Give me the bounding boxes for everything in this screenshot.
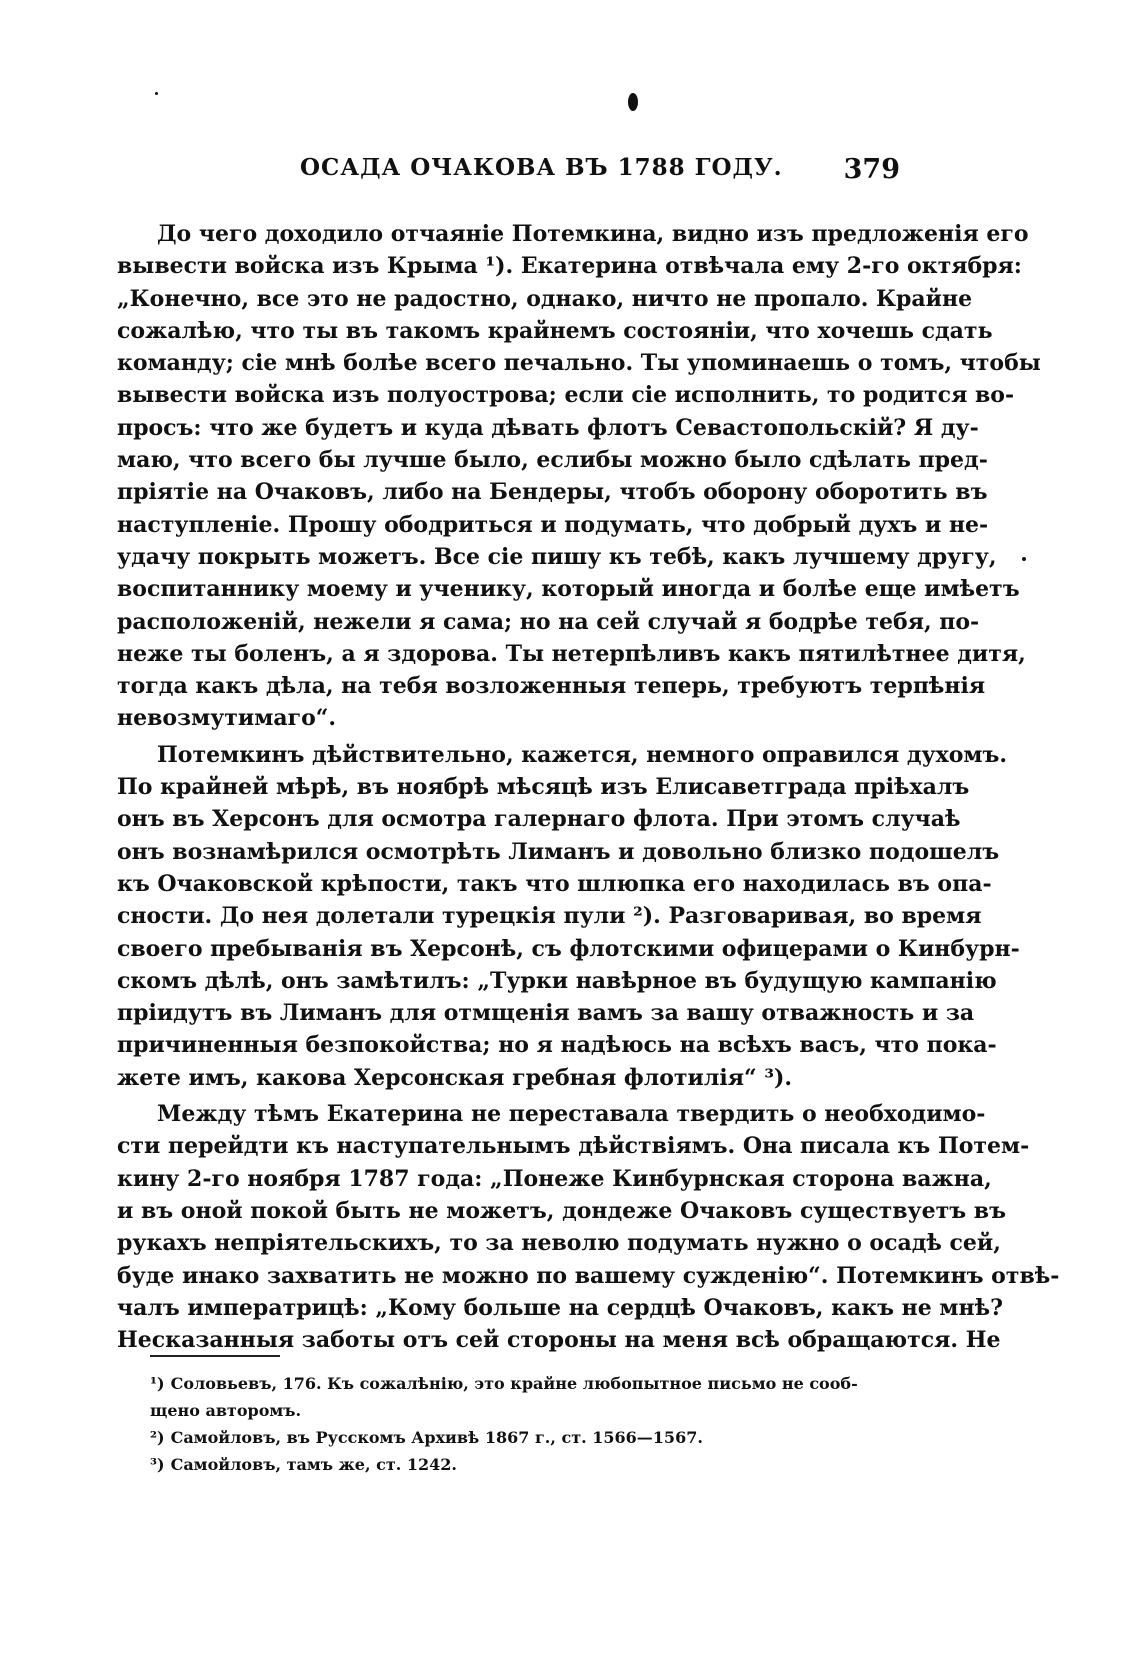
text-line: буде инако захватить не можно по вашему сужденію“. Потемкинъ отвѣ-: [117, 1262, 1060, 1289]
page-header: [300, 154, 900, 194]
page-number: 379: [843, 154, 900, 185]
text-line: расположеній, нежели я сама; но на сей случай я бодрѣе тебя, по-: [117, 608, 980, 635]
text-line: скомъ дѣлѣ, онъ замѣтилъ: „Турки навѣрное въ будущую кампанію: [117, 967, 997, 994]
text-line: вывести войска изъ Крыма ¹). Екатерина отвѣчала ему 2-го октября:: [117, 253, 1022, 280]
footnote-text: Самойловъ, тамъ же, ст. 1242.: [170, 1455, 457, 1474]
footnote-text: Самойловъ, въ Русскомъ Архивѣ 1867 г., ст. 1566—1567.: [170, 1428, 703, 1447]
text-line: къ Очаковской крѣпости, такъ что шлюпка его находилась въ опа-: [117, 870, 992, 897]
text-line: чалъ императрицѣ: „Кому больше на сердцѣ Очаковъ, какъ не мнѣ?: [117, 1294, 1003, 1321]
text-line: рукахъ непріятельскихъ, то за неволю подумать нужно о осадѣ сей,: [117, 1230, 1001, 1257]
footnote-rule: [150, 1355, 280, 1357]
text-line: Несказанныя заботы отъ сей стороны на меня всѣ обращаются. Не: [117, 1327, 1001, 1354]
text-line: Потемкинъ дѣйствительно, кажется, немного оправился духомъ.: [157, 741, 1008, 768]
text-line: онъ въ Херсонъ для осмотра галернаго флота. При этомъ случаѣ: [117, 806, 961, 833]
ink-speck: [628, 93, 638, 111]
text-line: „Конечно, все это не радостно, однако, ничто не пропало. Крайне: [117, 285, 973, 312]
text-line: маю, что всего бы лучше было, еслибы можно было сдѣлать пред-: [117, 447, 988, 474]
text-line: тогда какъ дѣла, на тебя возложенныя теперь, требуютъ терпѣнія: [117, 673, 986, 700]
text-line: воспитаннику моему и ученику, который иногда и болѣе еще имѣетъ: [117, 576, 1020, 603]
footnote-text: Соловьевъ, 176. Къ сожалѣнію, это крайне любопытное письмо не сооб-: [170, 1374, 858, 1393]
running-title: ОСАДА ОЧАКОВА ВЪ 1788 ГОДУ.: [300, 154, 783, 181]
text-line: онъ вознамѣрился осмотрѣть Лиманъ и довольно близко подошелъ: [117, 838, 1000, 865]
ink-speck: [155, 92, 158, 95]
text-line: причиненныя безпокойства; но я надѣюсь на всѣхъ васъ, что пока-: [117, 1032, 997, 1059]
footnote-mark: ²): [150, 1428, 165, 1447]
footnote: [150, 1451, 910, 1478]
text-line: команду; сіе мнѣ болѣе всего печально. Ты упоминаешь о томъ, чтобы: [117, 350, 1041, 377]
text-line: До чего доходило отчаяніе Потемкина, видно изъ предложенія его: [157, 221, 1029, 247]
footnote: [150, 1370, 910, 1424]
paragraph: [117, 1098, 1060, 1356]
text-line: просъ: что же будетъ и куда дѣвать флотъ Севастопольскій? Я ду-: [117, 414, 979, 441]
footnote-continuation: щено авторомъ.: [150, 1401, 302, 1420]
text-line: пріятіе на Очаковъ, либо на Бендеры, чтобъ оборону оборотить въ: [117, 479, 988, 506]
paragraph: [117, 739, 1020, 1094]
footnote: [150, 1424, 910, 1451]
ink-speck: [1022, 557, 1026, 561]
text-line: наступленіе. Прошу ободриться и подумать, что добрый духъ и не-: [117, 511, 989, 538]
text-line: вывести войска изъ полуострова; если сіе исполнить, то родится во-: [117, 382, 1015, 409]
text-line: Между тѣмъ Екатерина не переставала твердить о необходимо-: [157, 1101, 986, 1128]
paragraph: [117, 218, 1041, 735]
footnote-mark: ³): [150, 1455, 165, 1474]
text-line: и въ оной покой быть не можетъ, дондеже Очаковъ существуетъ въ: [117, 1197, 1006, 1224]
text-line: жете имъ, какова Херсонская гребная флотилія“ ³).: [117, 1064, 793, 1091]
text-line: кину 2-го ноября 1787 года: „Понеже Кинбурнская сторона важна,: [117, 1165, 992, 1192]
footnotes: [150, 1370, 910, 1478]
text-line: пріидутъ въ Лиманъ для отмщенія вамъ за вашу отважность и за: [117, 1000, 975, 1027]
text-line: сности. До нея долетали турецкія пули ²). Разговаривая, во время: [117, 903, 982, 930]
text-line: невозмутимаго“.: [117, 705, 337, 732]
text-line: сти перейдти къ наступательнымъ дѣйствіямъ. Она писала къ Потем-: [117, 1133, 1030, 1160]
text-line: сожалѣю, что ты въ такомъ крайнемъ состояніи, что хочешь сдать: [117, 317, 993, 344]
text-line: неже ты боленъ, а я здорова. Ты нетерпѣливъ какъ пятилѣтнее дитя,: [117, 640, 1026, 667]
text-line: своего пребыванія въ Херсонѣ, съ флотскими офицерами о Кинбурн-: [117, 935, 1020, 962]
text-line: По крайней мѣрѣ, въ ноябрѣ мѣсяцѣ изъ Елисаветграда пріѣхалъ: [117, 774, 970, 801]
footnote-mark: ¹): [150, 1374, 165, 1393]
body-text: [117, 218, 1060, 1360]
text-line: удачу покрыть можетъ. Все сіе пишу къ тебѣ, какъ лучшему другу,: [117, 543, 997, 570]
